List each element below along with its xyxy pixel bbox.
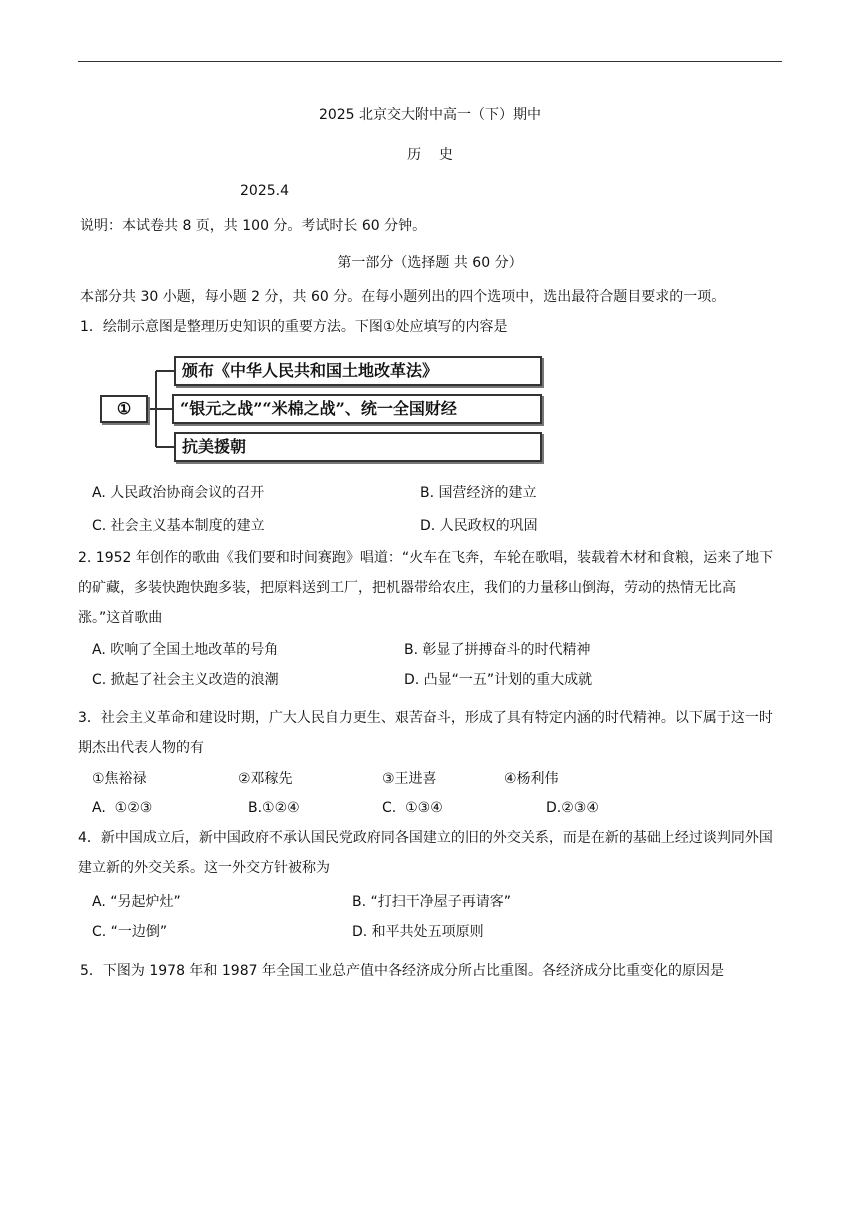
part1-title: 第一部分（选择题 共 60 分） (337, 255, 523, 271)
q1-option-d: D. 人民政权的巩固 (420, 518, 538, 534)
q2-option-c: C. 掀起了社会主义改造的浪潮 (92, 672, 279, 688)
exam-date: 2025.4 (240, 183, 289, 199)
q1-option-b: B. 国营经济的建立 (420, 485, 537, 501)
q4-option-a: A. “另起炉灶” (92, 894, 181, 910)
q1-diagram-item: “银元之战”“米棉之战”、统一全国财经 (172, 394, 542, 424)
q2-option-a: A. 吹响了全国土地改革的号角 (92, 642, 279, 658)
exam-note: 说明：本试卷共 8 页，共 100 分。考试时长 60 分钟。 (80, 218, 427, 234)
q1-diagram-item: 抗美援朝 (174, 432, 542, 462)
part1-instructions: 本部分共 30 小题，每小题 2 分，共 60 分。在每小题列出的四个选项中，选出最符合题目要求的一项。 (80, 289, 726, 305)
exam-title: 2025 北京交大附中高一（下）期中 (318, 107, 542, 123)
q3-option-a: A. ①②③ (92, 800, 153, 816)
q4-stem: 4．新中国成立后，新中国政府不承认国民党政府同各国建立的旧的外交关系，而是在新的基础上经过谈判同外国建立新的外交关系。这一外交方针被称为 (78, 830, 773, 876)
q2-option-d: D. 凸显“一五”计划的重大成就 (404, 672, 593, 688)
q3-option-b: B.①②④ (248, 800, 300, 816)
q1-diagram-center: ① (100, 395, 148, 423)
q1-option-a: A. 人民政治协商会议的召开 (92, 485, 265, 501)
q5-stem: 5．下图为 1978 年和 1987 年全国工业总产值中各经济成分所占比重图。各经济成分比重变化的原因是 (80, 963, 724, 979)
q3-person: ③王进喜 (382, 771, 437, 787)
q1-diagram-item: 颁布《中华人民共和国土地改革法》 (174, 356, 542, 386)
q3-stem: 3．社会主义革命和建设时期，广大人民自力更生、艰苦奋斗，形成了具有特定内涵的时代精神。以下属于这一时期杰出代表人物的有 (78, 710, 773, 756)
q3-option-c: C. ①③④ (382, 800, 443, 816)
q3-option-d: D.②③④ (546, 800, 599, 816)
q1-stem: 1．绘制示意图是整理历史知识的重要方法。下图①处应填写的内容是 (80, 319, 508, 335)
q2-option-b: B. 彰显了拼搏奋斗的时代精神 (404, 642, 591, 658)
q4-option-c: C. “一边倒” (92, 924, 168, 940)
header-rule (78, 61, 782, 62)
q3-person: ④杨利伟 (504, 771, 559, 787)
q1-option-c: C. 社会主义基本制度的建立 (92, 518, 265, 534)
q4-option-b: B. “打扫干净屋子再请客” (352, 894, 512, 910)
q4-option-d: D. 和平共处五项原则 (352, 924, 484, 940)
q1-diagram (96, 350, 548, 466)
q3-person: ①焦裕禄 (92, 771, 147, 787)
subject-title: 历 史 (407, 147, 453, 163)
q3-person: ②邓稼先 (238, 771, 293, 787)
q2-stem: 2. 1952 年创作的歌曲《我们要和时间赛跑》唱道：“火车在飞奔，车轮在歌唱，装载着木材和食粮，运来了地下的矿藏，多装快跑快跑多装，把原料送到工厂，把机器带给农庄，我们的力量移山倒海，劳动的热情无比高涨。”这首歌曲 (78, 550, 774, 626)
